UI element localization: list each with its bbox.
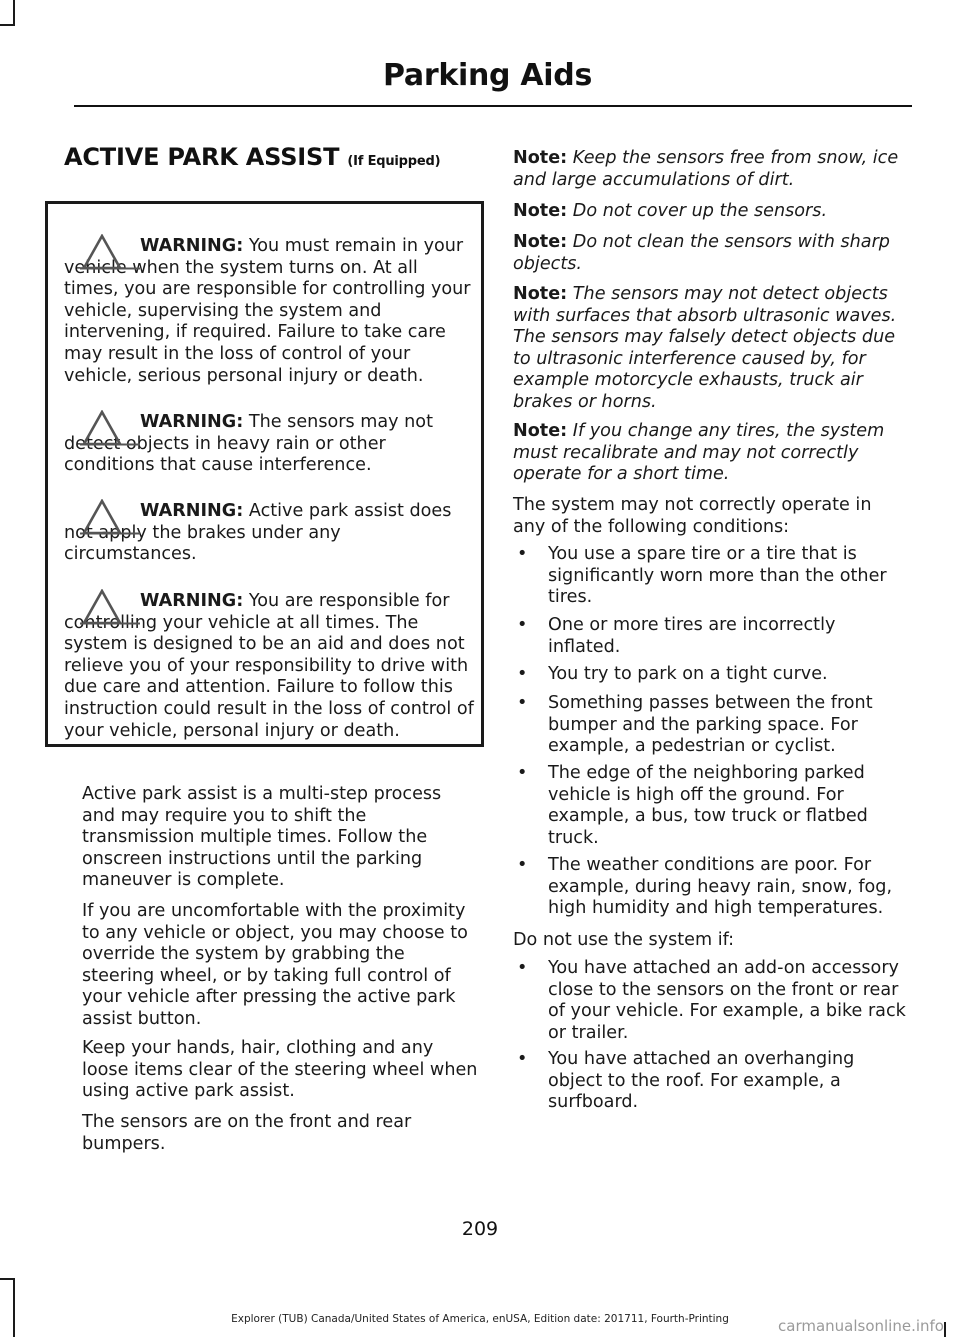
note-text: Keep the sensors free from snow, ice and large accumulations of dirt. bbox=[513, 148, 899, 190]
warning-triangle-icon bbox=[80, 499, 140, 535]
warning-item bbox=[64, 412, 476, 477]
page-number: 209 bbox=[461, 1218, 499, 1240]
note-label: Note: bbox=[513, 284, 568, 304]
warning-label: WARNING: bbox=[140, 501, 244, 521]
warning-item bbox=[64, 236, 476, 387]
section-title-text: ACTIVE PARK ASSIST bbox=[64, 143, 340, 171]
header-divider bbox=[74, 105, 912, 107]
list-item: • Something passes between the front bumper and the parking space. For example, a pedestrian or cyclist. bbox=[517, 693, 873, 757]
bullet: • bbox=[517, 693, 528, 713]
warning-item bbox=[64, 591, 476, 742]
bullet: • bbox=[517, 544, 528, 564]
bullet: • bbox=[517, 1049, 528, 1069]
list-item: • The edge of the neighboring parked vehicle is high off the ground. For example, a bus, tow truck or flatbed truck. bbox=[517, 763, 868, 848]
warning-label: WARNING: bbox=[140, 412, 244, 432]
list-item: • One or more tires are incorrectly inflated. bbox=[517, 615, 836, 657]
note-label: Note: bbox=[513, 201, 568, 221]
warning-text: You must remain in your vehicle when the system turns on. At all times, you are responsible for controlling your vehicle, supervising the system and intervening, if required. Failure to take care may result in the loss of control of your vehicle, serious personal injury or death. bbox=[64, 236, 471, 386]
crop-mark bbox=[13, 0, 15, 26]
list-item: • You have attached an add-on accessory close to the sensors on the front or rear of your vehicle. For example, a bike rack or trailer. bbox=[517, 958, 906, 1043]
note bbox=[513, 148, 909, 191]
warning-text: You are responsible for controlling your vehicle at all times. The system is designed to be an aid and does not relieve you of your responsibility to drive with due care and attention. Failure to follow this instruction could result in the loss of control of your vehicle, personal injury or death. bbox=[64, 591, 474, 741]
crop-mark bbox=[13, 1278, 15, 1337]
page-header-title: Parking Aids bbox=[383, 58, 592, 93]
section-qualifier: (If Equipped) bbox=[347, 154, 441, 169]
note bbox=[513, 284, 909, 414]
list-item: • The weather conditions are poor. For example, during heavy rain, snow, fog, high humidity and high temperatures. bbox=[517, 855, 893, 919]
list-item: • You have attached an overhanging object to the roof. For example, a surfboard. bbox=[517, 1049, 855, 1113]
note-label: Note: bbox=[513, 148, 568, 168]
note-text: The sensors may not detect objects with surfaces that absorb ultrasonic waves. The sensors may falsely detect objects due to ultrasonic interference caused by, for example motorcycle exhausts, truck air brakes or horns. bbox=[513, 284, 897, 412]
note-text: Do not clean the sensors with sharp objects. bbox=[513, 232, 890, 274]
body-paragraph: The sensors are on the front and rear bumpers. bbox=[82, 1112, 412, 1154]
note-text: If you change any tires, the system must recalibrate and may not correctly operate for a short time. bbox=[513, 421, 885, 485]
bullet: • bbox=[517, 664, 528, 684]
note-label: Note: bbox=[513, 232, 568, 252]
bullet: • bbox=[517, 855, 528, 875]
conditions-intro: The system may not correctly operate in any of the following conditions: bbox=[513, 495, 872, 537]
note-label: Note: bbox=[513, 421, 568, 441]
warning-text: Active park assist does not apply the brakes under any circumstances. bbox=[64, 501, 452, 565]
do-not-intro: Do not use the system if: bbox=[513, 930, 735, 950]
warning-triangle-icon bbox=[80, 589, 140, 625]
list-item: • You use a spare tire or a tire that is significantly worn more than the other tires. bbox=[517, 544, 887, 608]
body-paragraph: Keep your hands, hair, clothing and any loose items clear of the steering wheel when using active park assist. bbox=[82, 1038, 478, 1102]
section-title bbox=[64, 143, 484, 171]
bullet: • bbox=[517, 958, 528, 978]
warning-triangle-icon bbox=[80, 410, 140, 446]
note-text: Do not cover up the sensors. bbox=[567, 201, 828, 221]
crop-mark bbox=[0, 1278, 15, 1280]
warning-triangle-icon bbox=[80, 234, 140, 270]
crop-mark bbox=[0, 24, 15, 26]
watermark: carmanualsonline.info bbox=[778, 1317, 944, 1335]
note bbox=[513, 421, 909, 486]
warning-item bbox=[64, 501, 476, 566]
warning-text: The sensors may not detect objects in heavy rain or other conditions that cause interference. bbox=[64, 412, 433, 476]
body-paragraph: Active park assist is a multi-step process and may require you to shift the transmission multiple times. Follow the onscreen instructions until the parking maneuver is complete. bbox=[82, 784, 442, 891]
note bbox=[513, 232, 909, 275]
body-paragraph: If you are uncomfortable with the proximity to any vehicle or object, you may choose to override the system by grabbing the steering wheel, or by taking full control of your vehicle after pressing the active park assist button. bbox=[82, 901, 468, 1029]
bullet: • bbox=[517, 615, 528, 635]
warning-label: WARNING: bbox=[140, 236, 244, 256]
note bbox=[513, 201, 909, 223]
bullet: • bbox=[517, 763, 528, 783]
footer-text: Explorer (TUB) Canada/United States of America, enUSA, Edition date: 201711, Fourth-Printing bbox=[231, 1313, 729, 1325]
list-item: • You try to park on a tight curve. bbox=[517, 664, 828, 684]
warning-label: WARNING: bbox=[140, 591, 244, 611]
